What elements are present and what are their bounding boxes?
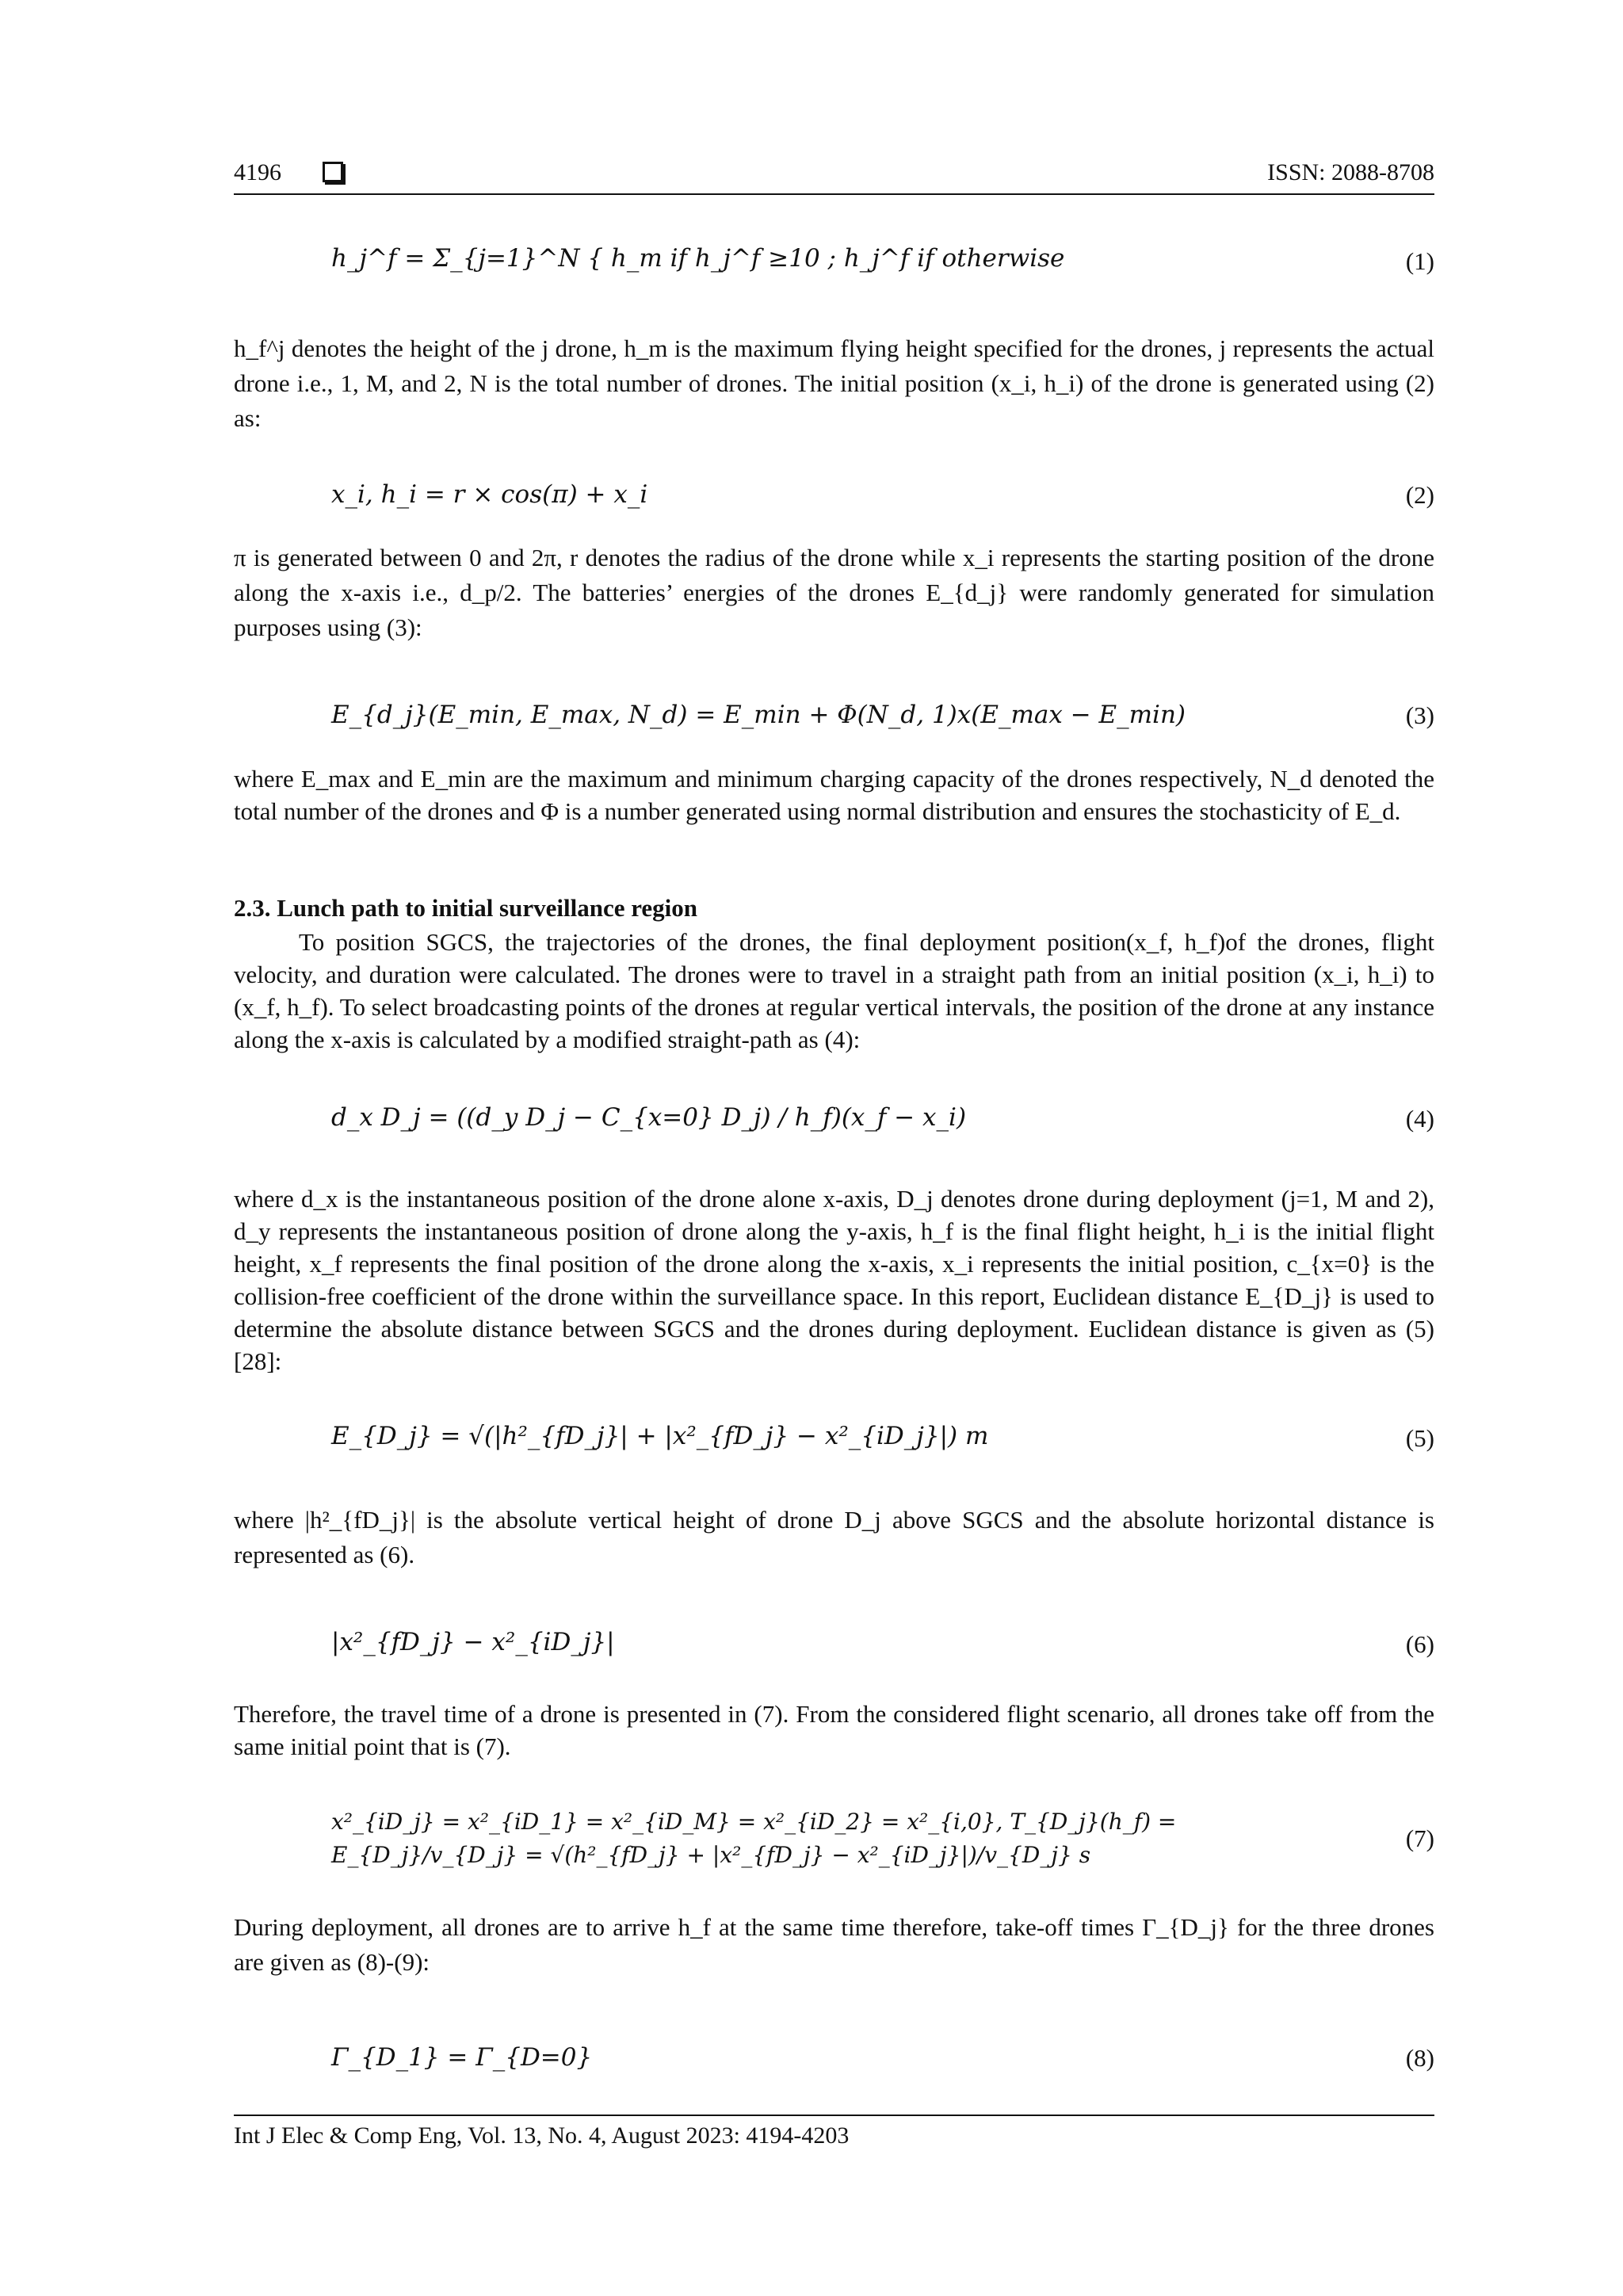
footer-citation: Int J Elec & Comp Eng, Vol. 13, No. 4, August 2023: 4194-4203 [234, 2122, 850, 2149]
paragraph-1: h_f^j denotes the height of the j drone, h_m is the maximum flying height specified for the drones, j represents the actual drone i.e., 1, M, and 2, N is the total number of drones. The initial position (x_i, h_i) of the drone is generated using (2) as: [234, 334, 1434, 432]
equation-8-text: Γ_{D_1} = Γ_{D=0} [331, 2043, 593, 2072]
paragraph-2: π is generated between 0 and 2π, r denotes the radius of the drone while x_i represents the starting position of the drone along the x-axis i.e., d_p/2. The batteries’ energies of the drones E_{d_j} were randomly generated for simulation purposes using (3): [234, 544, 1434, 641]
paragraph-8: During deployment, all drones are to arrive h_f at the same time therefore, take-off times Γ_{D_j} for the three drones are given as (8)-(9): [234, 1913, 1434, 1976]
equation-3-number: (3) [1405, 701, 1434, 729]
equation-4-text: d_x D_j = ((d_y D_j − C_{x=0} D_j) / h_f)(x_f − x_i) [331, 1103, 967, 1132]
paragraph-6: where |h²_{fD_j}| is the absolute vertical height of drone D_j above SGCS and the absolute horizontal distance is represented as (6). [234, 1506, 1434, 1568]
equation-3-text: E_{d_j}(E_min, E_max, N_d) = E_min + Φ(N_d, 1)x(E_max − E_min) [331, 701, 1186, 729]
equation-6 [331, 1617, 1434, 1672]
equation-3 [331, 696, 1434, 735]
equation-7-number: (7) [1405, 1824, 1434, 1852]
equation-1-number: (1) [1405, 246, 1434, 275]
equation-6-number: (6) [1405, 1630, 1434, 1658]
equation-1-text: h_j^f = Σ_{j=1}^N { h_m if h_j^f ≥10 ; h_j^f if otherwise [331, 244, 1065, 273]
equation-8-number: (8) [1405, 2044, 1434, 2072]
issn-label: ISSN: 2088-8708 [1267, 159, 1434, 185]
equation-2-text: x_i, h_i = r × cos(π) + x_i [331, 480, 648, 509]
equation-4-number: (4) [1405, 1105, 1434, 1133]
checkbox-square-icon [323, 162, 343, 182]
footer-rule [234, 2115, 1434, 2116]
equation-5-text: E_{D_j} = √(|h²_{fD_j}| + |x²_{fD_j} − x²_{iD_j}|) m [331, 1422, 989, 1450]
paragraph-5: where d_x is the instantaneous position of the drone alone x-axis, D_j denotes drone during deployment (j=1, M and 2), d_y represents the instantaneous position of drone along the y-axis, h_f is the final flight height, h_i is the initial flight height, x_f represents the final position of the drone along the x-axis, x_i represents the initial position, c_{x=0} is the collision-free coefficient of the drone within the surveillance space. In this report, Euclidean distance E_{D_j} is used to determine the absolute distance between SGCS and the drones during deployment. Euclidean distance is given as (5) [28]: [234, 1185, 1434, 1375]
equation-5-number: (5) [1405, 1424, 1434, 1452]
equation-5 [331, 1403, 1434, 1474]
equation-6-text: |x²_{fD_j} − x²_{iD_j}| [331, 1628, 615, 1656]
paragraph-4: To position SGCS, the trajectories of the drones, the final deployment position(x_f, h_f)of the drones, flight velocity, and duration were calculated. The drones were to travel in a straight path from an initial position (x_i, h_i) to (x_f, h_f). To select broadcasting points of the drones at regular vertical intervals, the position of the drone at any instance along the x-axis is calculated by a modified straight-path as (4): [234, 928, 1434, 1053]
equation-1 [331, 223, 1434, 299]
equation-2-number: (2) [1405, 481, 1434, 509]
paragraph-3: where E_max and E_min are the maximum and minimum charging capacity of the drones respectively, N_d denoted the total number of the drones and Φ is a number generated using normal distribution and ensures the stochasticity of E_d. [234, 765, 1434, 825]
equation-7-text: x²_{iD_j} = x²_{iD_1} = x²_{iD_M} = x²_{iD_2} = x²_{i,0}, T_{D_j}(h_f) = E_{D_j}/v_{D_j} = √(h²_{fD_j} + |x²_{fD_j} − x²_{iD_j}|)/v_{D_j} s [331, 1809, 1177, 1868]
equation-2 [331, 476, 1434, 515]
equation-8 [331, 2037, 1434, 2080]
header-rule [234, 193, 1434, 195]
page-header [234, 155, 1434, 191]
section-heading: 2.3. Lunch path to initial surveillance region [234, 894, 698, 922]
equation-4 [331, 1087, 1434, 1151]
paragraph-7: Therefore, the travel time of a drone is presented in (7). From the considered flight scenario, all drones take off from the same initial point that is (7). [234, 1700, 1434, 1760]
equation-7 [331, 1791, 1434, 1886]
page-number: 4196 [234, 159, 281, 185]
